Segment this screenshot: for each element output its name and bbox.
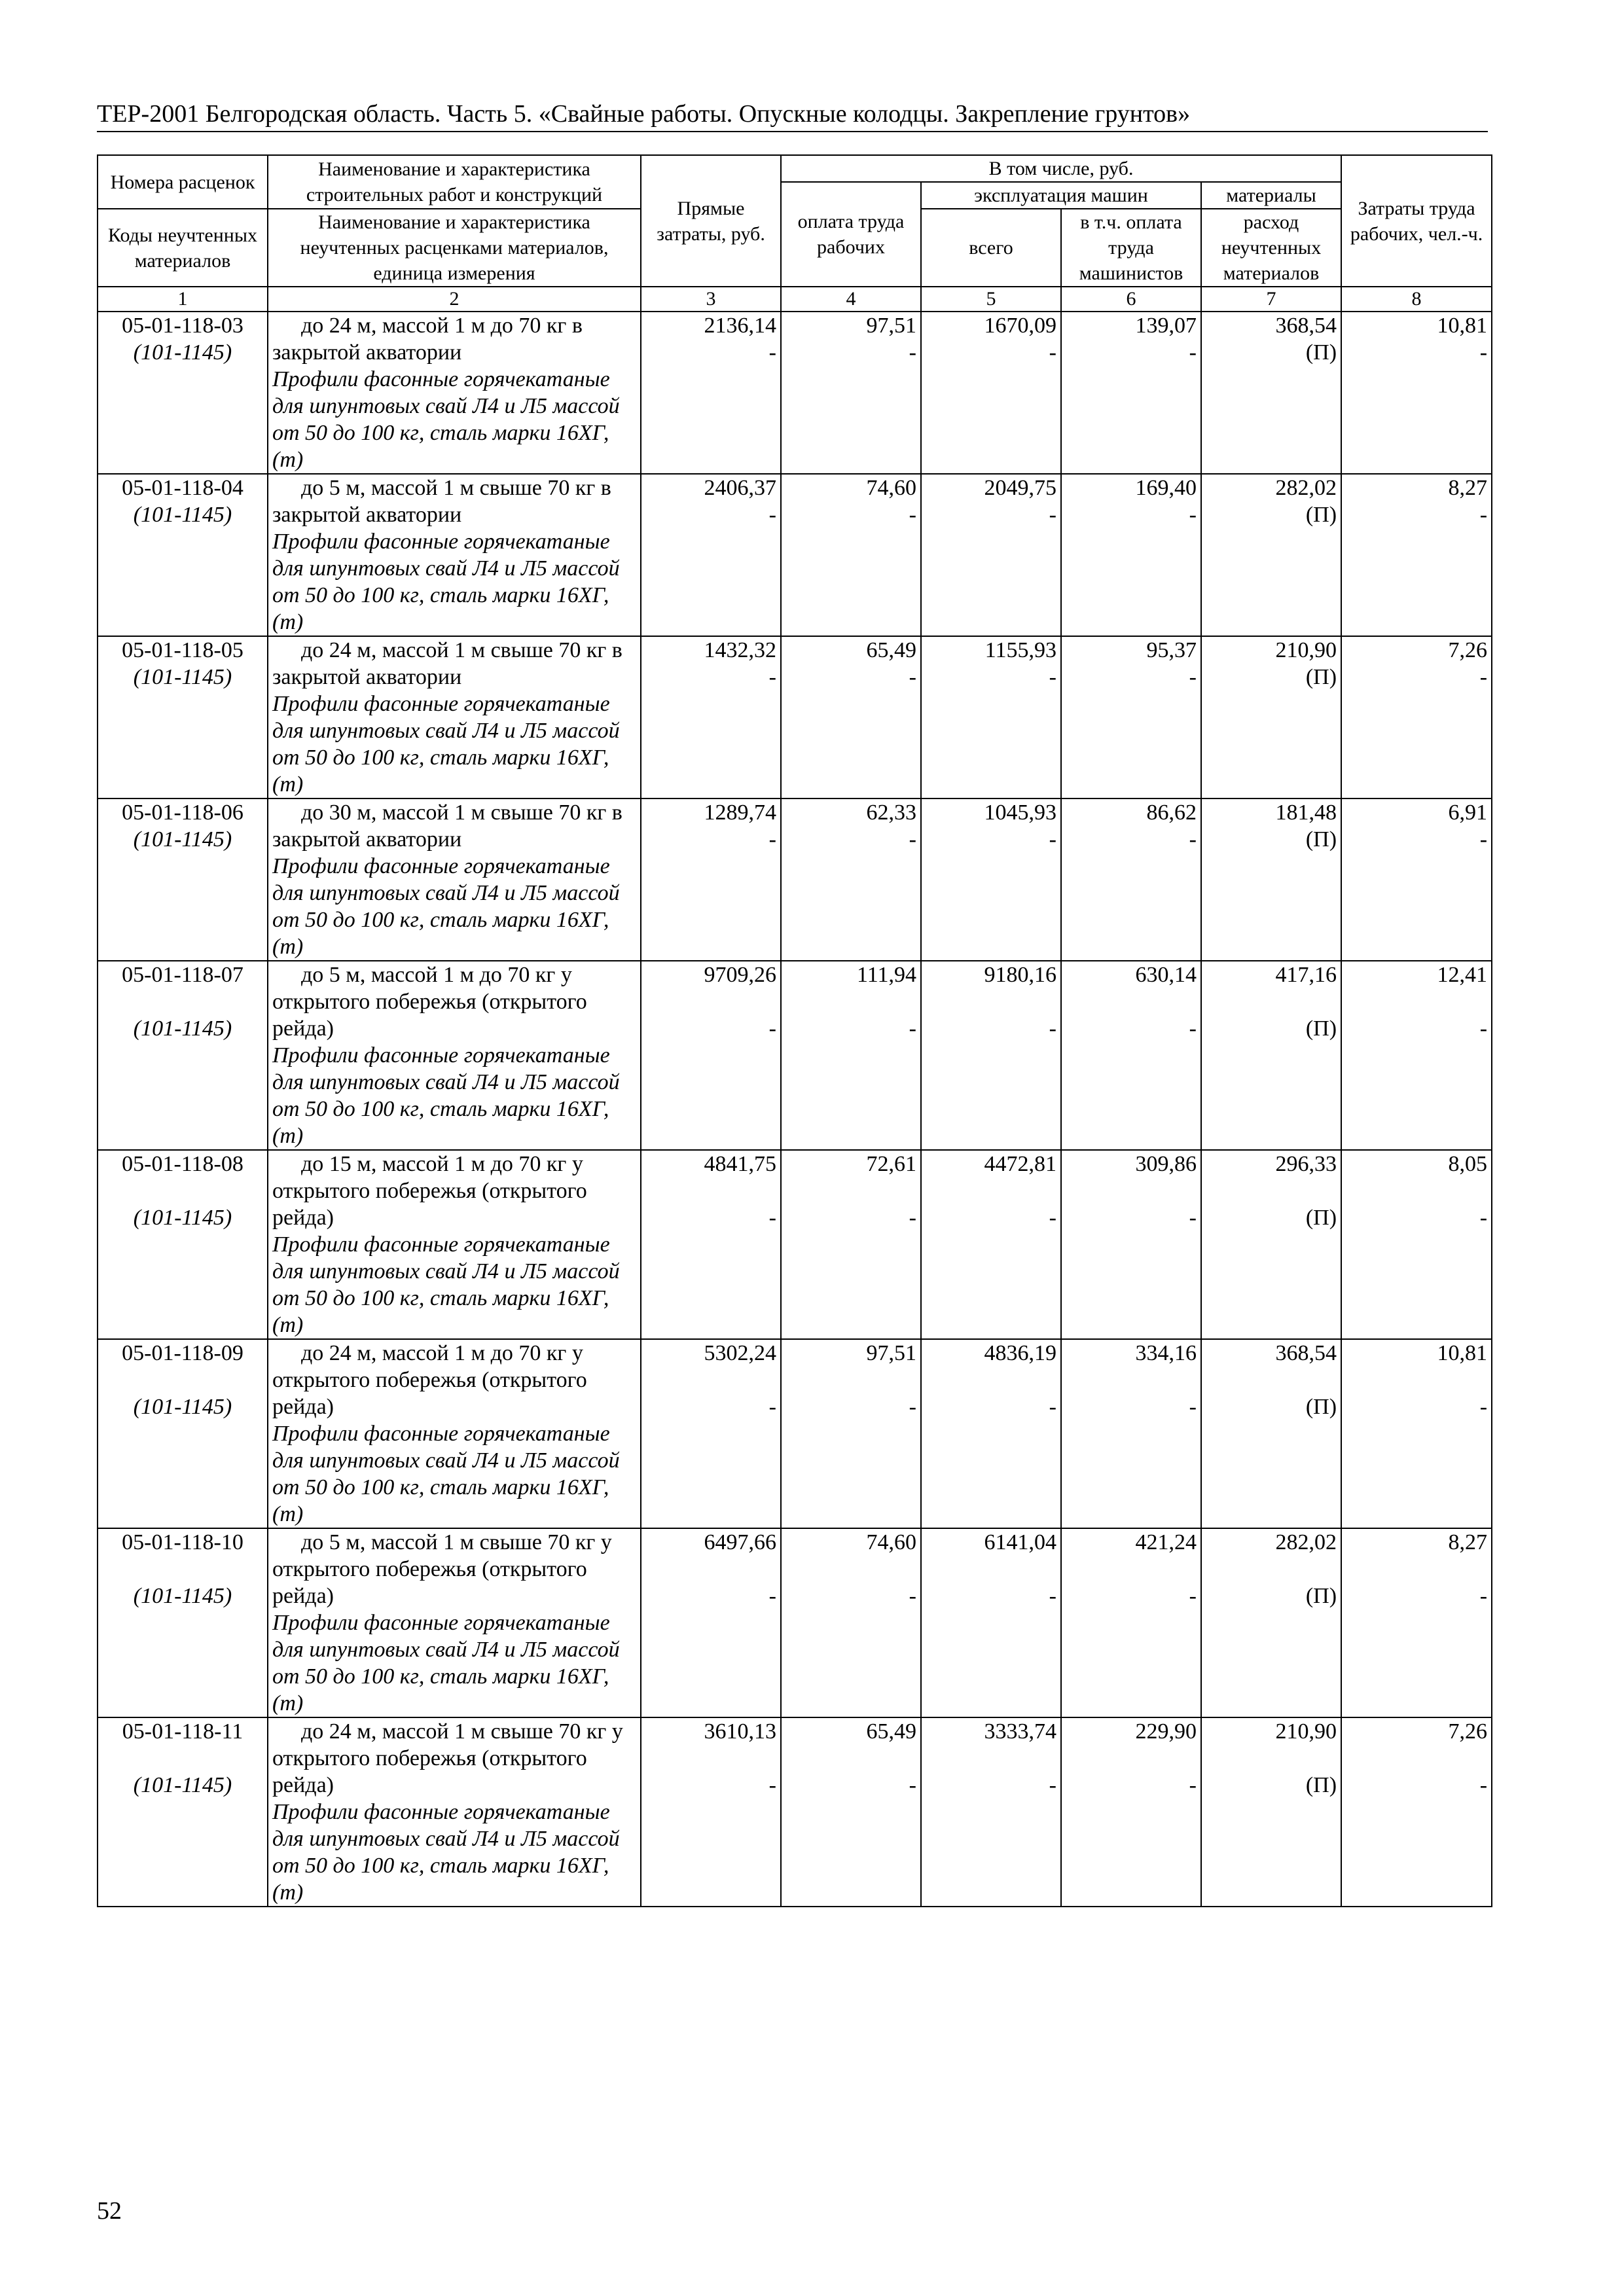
direct-cost-value: 6497,66 bbox=[704, 1530, 776, 1554]
machinists-pay-material-value: - bbox=[1189, 1773, 1197, 1797]
direct-cost-value: 2406,37 bbox=[704, 476, 776, 500]
table-row bbox=[98, 1150, 1492, 1339]
column-numbers-row bbox=[98, 287, 1492, 312]
direct-cost-value: 9709,26 bbox=[704, 963, 776, 987]
machines-total-cell bbox=[921, 312, 1061, 474]
labor-pay-value: 111,94 bbox=[857, 963, 916, 987]
labor-pay-value: 65,49 bbox=[866, 638, 916, 662]
direct-cost-material-value: - bbox=[768, 1584, 776, 1608]
direct-cost-value: 5302,24 bbox=[704, 1341, 776, 1365]
rate-code: 05-01-118-09 bbox=[122, 1341, 244, 1365]
column-number: 3 bbox=[641, 287, 781, 312]
material-name: Профили фасонные горячекатаные для шпунтовых свай Л4 и Л5 массой от 50 до 100 кг, сталь марки 16ХГ, (т) bbox=[272, 692, 620, 797]
rate-code-cell bbox=[98, 798, 268, 961]
materials-cost-cell bbox=[1201, 1150, 1341, 1339]
labor-cost-material-value: - bbox=[1479, 665, 1488, 689]
machinists-pay-value: 95,37 bbox=[1146, 638, 1197, 662]
table-row bbox=[98, 1528, 1492, 1717]
machines-total-material-value: - bbox=[1049, 665, 1056, 689]
machinists-pay-cell bbox=[1061, 961, 1201, 1150]
labor-pay-value: 97,51 bbox=[866, 1341, 916, 1365]
labor-cost-material-value: - bbox=[1479, 1206, 1488, 1230]
header-direct-costs: Прямые затраты, руб. bbox=[641, 155, 781, 287]
machinists-pay-material-value: - bbox=[1189, 340, 1197, 365]
materials-cost-value: 210,90 bbox=[1275, 638, 1337, 662]
labor-cost-value: 12,41 bbox=[1437, 963, 1488, 987]
labor-pay-material-value: - bbox=[909, 1206, 916, 1230]
table-row bbox=[98, 312, 1492, 474]
name-cell bbox=[268, 1528, 641, 1717]
machines-total-material-value: - bbox=[1049, 1206, 1056, 1230]
material-code: (101-1145) bbox=[133, 503, 232, 527]
machines-total-value: 3333,74 bbox=[984, 1719, 1056, 1744]
labor-pay-material-value: - bbox=[909, 665, 916, 689]
labor-cost-cell bbox=[1341, 961, 1492, 1150]
header-labor-cost: Затраты труда рабочих, чел.-ч. bbox=[1341, 155, 1492, 287]
machinists-pay-cell bbox=[1061, 474, 1201, 636]
machines-total-value: 2049,75 bbox=[984, 476, 1056, 500]
machines-total-cell bbox=[921, 961, 1061, 1150]
material-name: Профили фасонные горячекатаные для шпунтовых свай Л4 и Л5 массой от 50 до 100 кг, сталь марки 16ХГ, (т) bbox=[272, 1232, 620, 1337]
materials-cost-cell bbox=[1201, 1717, 1341, 1907]
direct-cost-material-value: - bbox=[768, 1773, 776, 1797]
machines-total-value: 1045,93 bbox=[984, 800, 1056, 825]
machinists-pay-material-value: - bbox=[1189, 1016, 1197, 1041]
name-cell bbox=[268, 312, 641, 474]
machines-total-cell bbox=[921, 636, 1061, 798]
machinists-pay-value: 229,90 bbox=[1135, 1719, 1197, 1744]
labor-cost-cell bbox=[1341, 474, 1492, 636]
column-number: 8 bbox=[1341, 287, 1492, 312]
header-labor-pay: оплата труда рабочих bbox=[781, 182, 921, 287]
machines-total-cell bbox=[921, 798, 1061, 961]
page-number: 52 bbox=[97, 2197, 122, 2225]
rates-table bbox=[97, 154, 1492, 1907]
materials-cost-value: 282,02 bbox=[1275, 1530, 1337, 1554]
machines-total-cell bbox=[921, 1717, 1061, 1907]
labor-cost-cell bbox=[1341, 1528, 1492, 1717]
materials-cost-cell bbox=[1201, 474, 1341, 636]
machinists-pay-cell bbox=[1061, 636, 1201, 798]
labor-pay-cell bbox=[781, 636, 921, 798]
material-name: Профили фасонные горячекатаные для шпунтовых свай Л4 и Л5 массой от 50 до 100 кг, сталь марки 16ХГ, (т) bbox=[272, 1800, 620, 1905]
machinists-pay-material-value: - bbox=[1189, 503, 1197, 527]
labor-pay-material-value: - bbox=[909, 1395, 916, 1419]
machinists-pay-cell bbox=[1061, 1150, 1201, 1339]
materials-cost-material-value: (П) bbox=[1305, 1773, 1337, 1797]
labor-cost-cell bbox=[1341, 1150, 1492, 1339]
work-name: до 24 м, массой 1 м до 70 кг у открытого побережья (открытого рейда) bbox=[272, 1341, 587, 1419]
work-name: до 24 м, массой 1 м до 70 кг в закрытой акватории bbox=[272, 314, 583, 365]
machines-total-value: 9180,16 bbox=[984, 963, 1056, 987]
header-material-codes: Коды неучтенных материалов bbox=[98, 209, 268, 287]
rate-code: 05-01-118-08 bbox=[122, 1152, 244, 1176]
direct-cost-cell bbox=[641, 474, 781, 636]
labor-cost-value: 8,27 bbox=[1448, 1530, 1488, 1554]
labor-pay-material-value: - bbox=[909, 503, 916, 527]
material-code: (101-1145) bbox=[133, 827, 232, 852]
labor-cost-cell bbox=[1341, 636, 1492, 798]
labor-cost-value: 7,26 bbox=[1448, 638, 1488, 662]
rate-code-cell bbox=[98, 1717, 268, 1907]
labor-pay-cell bbox=[781, 1150, 921, 1339]
header-machines-total: всего bbox=[921, 209, 1061, 287]
machinists-pay-material-value: - bbox=[1189, 827, 1197, 852]
rate-code: 05-01-118-05 bbox=[122, 638, 244, 662]
rate-code: 05-01-118-10 bbox=[122, 1530, 244, 1554]
table-row bbox=[98, 636, 1492, 798]
machines-total-value: 4472,81 bbox=[984, 1152, 1056, 1176]
labor-cost-cell bbox=[1341, 1717, 1492, 1907]
labor-pay-value: 74,60 bbox=[866, 1530, 916, 1554]
material-code: (101-1145) bbox=[133, 1773, 232, 1797]
labor-cost-value: 10,81 bbox=[1437, 1341, 1488, 1365]
name-cell bbox=[268, 961, 641, 1150]
labor-pay-cell bbox=[781, 798, 921, 961]
machinists-pay-cell bbox=[1061, 798, 1201, 961]
labor-pay-material-value: - bbox=[909, 1584, 916, 1608]
rate-code-cell bbox=[98, 1339, 268, 1528]
materials-cost-cell bbox=[1201, 1339, 1341, 1528]
direct-cost-material-value: - bbox=[768, 665, 776, 689]
labor-cost-value: 7,26 bbox=[1448, 1719, 1488, 1744]
labor-pay-cell bbox=[781, 312, 921, 474]
direct-cost-material-value: - bbox=[768, 1206, 776, 1230]
materials-cost-value: 368,54 bbox=[1275, 1341, 1337, 1365]
materials-cost-value: 282,02 bbox=[1275, 476, 1337, 500]
machinists-pay-value: 421,24 bbox=[1135, 1530, 1197, 1554]
header-work-name: Наименование и характеристика строительных работ и конструкций bbox=[268, 155, 641, 209]
machinists-pay-material-value: - bbox=[1189, 1584, 1197, 1608]
material-code: (101-1145) bbox=[133, 340, 232, 365]
machines-total-value: 4836,19 bbox=[984, 1341, 1056, 1365]
labor-pay-cell bbox=[781, 474, 921, 636]
materials-cost-material-value: (П) bbox=[1305, 1584, 1337, 1608]
name-cell bbox=[268, 1717, 641, 1907]
labor-cost-material-value: - bbox=[1479, 503, 1488, 527]
direct-cost-value: 1432,32 bbox=[704, 638, 776, 662]
machinists-pay-value: 630,14 bbox=[1135, 963, 1197, 987]
machines-total-material-value: - bbox=[1049, 1584, 1056, 1608]
table-row bbox=[98, 1717, 1492, 1907]
direct-cost-value: 3610,13 bbox=[704, 1719, 776, 1744]
labor-pay-material-value: - bbox=[909, 1016, 916, 1041]
direct-cost-material-value: - bbox=[768, 1016, 776, 1041]
machinists-pay-material-value: - bbox=[1189, 1206, 1197, 1230]
materials-cost-cell bbox=[1201, 1528, 1341, 1717]
labor-cost-material-value: - bbox=[1479, 1584, 1488, 1608]
materials-cost-value: 296,33 bbox=[1275, 1152, 1337, 1176]
labor-pay-cell bbox=[781, 1717, 921, 1907]
material-code: (101-1145) bbox=[133, 1016, 232, 1041]
table-row bbox=[98, 474, 1492, 636]
labor-cost-material-value: - bbox=[1479, 340, 1488, 365]
material-code: (101-1145) bbox=[133, 665, 232, 689]
labor-pay-material-value: - bbox=[909, 1773, 916, 1797]
header-including: В том числе, руб. bbox=[781, 155, 1341, 182]
page-title: ТЕР-2001 Белгородская область. Часть 5. «Свайные работы. Опускные колодцы. Закрепление грунтов» bbox=[97, 98, 1488, 132]
materials-cost-value: 181,48 bbox=[1275, 800, 1337, 825]
work-name: до 24 м, массой 1 м свыше 70 кг у открытого побережья (открытого рейда) bbox=[272, 1719, 623, 1797]
name-cell bbox=[268, 1339, 641, 1528]
machinists-pay-value: 169,40 bbox=[1135, 476, 1197, 500]
rate-code-cell bbox=[98, 1528, 268, 1717]
machines-total-material-value: - bbox=[1049, 827, 1056, 852]
table-row bbox=[98, 1339, 1492, 1528]
rate-code: 05-01-118-06 bbox=[122, 800, 244, 825]
labor-cost-material-value: - bbox=[1479, 1395, 1488, 1419]
machines-total-cell bbox=[921, 474, 1061, 636]
materials-cost-material-value: (П) bbox=[1305, 827, 1337, 852]
material-name: Профили фасонные горячекатаные для шпунтовых свай Л4 и Л5 массой от 50 до 100 кг, сталь марки 16ХГ, (т) bbox=[272, 1422, 620, 1526]
direct-cost-cell bbox=[641, 636, 781, 798]
labor-pay-material-value: - bbox=[909, 827, 916, 852]
machines-total-material-value: - bbox=[1049, 503, 1056, 527]
materials-cost-material-value: (П) bbox=[1305, 340, 1337, 365]
name-cell bbox=[268, 798, 641, 961]
machinists-pay-value: 139,07 bbox=[1135, 314, 1197, 338]
work-name: до 5 м, массой 1 м до 70 кг у открытого побережья (открытого рейда) bbox=[272, 963, 587, 1041]
header-materials-group: материалы bbox=[1201, 182, 1341, 209]
direct-cost-material-value: - bbox=[768, 340, 776, 365]
machines-total-material-value: - bbox=[1049, 1773, 1056, 1797]
materials-cost-cell bbox=[1201, 312, 1341, 474]
labor-cost-cell bbox=[1341, 312, 1492, 474]
direct-cost-cell bbox=[641, 312, 781, 474]
table-header bbox=[98, 155, 1492, 312]
materials-cost-cell bbox=[1201, 798, 1341, 961]
header-machines: эксплуатация машин bbox=[921, 182, 1201, 209]
materials-cost-material-value: (П) bbox=[1305, 1016, 1337, 1041]
labor-pay-cell bbox=[781, 1339, 921, 1528]
labor-cost-value: 6,91 bbox=[1448, 800, 1488, 825]
rate-code: 05-01-118-11 bbox=[122, 1719, 244, 1744]
labor-pay-value: 97,51 bbox=[866, 314, 916, 338]
material-name: Профили фасонные горячекатаные для шпунтовых свай Л4 и Л5 массой от 50 до 100 кг, сталь марки 16ХГ, (т) bbox=[272, 529, 620, 634]
direct-cost-cell bbox=[641, 961, 781, 1150]
rate-code: 05-01-118-04 bbox=[122, 476, 244, 500]
table-row bbox=[98, 961, 1492, 1150]
machines-total-value: 1670,09 bbox=[984, 314, 1056, 338]
direct-cost-value: 1289,74 bbox=[704, 800, 776, 825]
rate-code-cell bbox=[98, 1150, 268, 1339]
machinists-pay-cell bbox=[1061, 1528, 1201, 1717]
machinists-pay-value: 334,16 bbox=[1135, 1341, 1197, 1365]
column-number: 1 bbox=[98, 287, 268, 312]
work-name: до 5 м, массой 1 м свыше 70 кг у открытого побережья (открытого рейда) bbox=[272, 1530, 612, 1608]
materials-cost-material-value: (П) bbox=[1305, 665, 1337, 689]
labor-cost-value: 8,05 bbox=[1448, 1152, 1488, 1176]
work-name: до 24 м, массой 1 м свыше 70 кг в закрытой акватории bbox=[272, 638, 623, 689]
materials-cost-value: 368,54 bbox=[1275, 314, 1337, 338]
name-cell bbox=[268, 474, 641, 636]
rate-code-cell bbox=[98, 636, 268, 798]
machinists-pay-cell bbox=[1061, 1717, 1201, 1907]
direct-cost-cell bbox=[641, 1150, 781, 1339]
rate-code-cell bbox=[98, 961, 268, 1150]
direct-cost-cell bbox=[641, 1528, 781, 1717]
labor-pay-value: 72,61 bbox=[866, 1152, 916, 1176]
machines-total-cell bbox=[921, 1528, 1061, 1717]
header-rate-numbers: Номера расценок bbox=[98, 155, 268, 209]
machinists-pay-cell bbox=[1061, 1339, 1201, 1528]
direct-cost-material-value: - bbox=[768, 827, 776, 852]
machines-total-material-value: - bbox=[1049, 340, 1056, 365]
labor-cost-value: 10,81 bbox=[1437, 314, 1488, 338]
material-name: Профили фасонные горячекатаные для шпунтовых свай Л4 и Л5 массой от 50 до 100 кг, сталь марки 16ХГ, (т) bbox=[272, 1043, 620, 1148]
column-number: 5 bbox=[921, 287, 1061, 312]
rate-code-cell bbox=[98, 312, 268, 474]
labor-pay-cell bbox=[781, 1528, 921, 1717]
rate-code: 05-01-118-03 bbox=[122, 314, 244, 338]
machines-total-value: 6141,04 bbox=[984, 1530, 1056, 1554]
table-row bbox=[98, 798, 1492, 961]
column-number: 2 bbox=[268, 287, 641, 312]
direct-cost-value: 4841,75 bbox=[704, 1152, 776, 1176]
column-number: 4 bbox=[781, 287, 921, 312]
header-materials-use: расход неучтенных материалов bbox=[1201, 209, 1341, 287]
material-code: (101-1145) bbox=[133, 1206, 232, 1230]
work-name: до 5 м, массой 1 м свыше 70 кг в закрытой акватории bbox=[272, 476, 611, 527]
work-name: до 15 м, массой 1 м до 70 кг у открытого побережья (открытого рейда) bbox=[272, 1152, 587, 1230]
column-number: 7 bbox=[1201, 287, 1341, 312]
labor-cost-value: 8,27 bbox=[1448, 476, 1488, 500]
labor-cost-material-value: - bbox=[1479, 827, 1488, 852]
machinists-pay-value: 309,86 bbox=[1135, 1152, 1197, 1176]
work-name: до 30 м, массой 1 м свыше 70 кг в закрытой акватории bbox=[272, 800, 623, 852]
column-number: 6 bbox=[1061, 287, 1201, 312]
labor-pay-material-value: - bbox=[909, 340, 916, 365]
labor-pay-cell bbox=[781, 961, 921, 1150]
machines-total-value: 1155,93 bbox=[984, 638, 1056, 662]
materials-cost-material-value: (П) bbox=[1305, 503, 1337, 527]
materials-cost-value: 210,90 bbox=[1275, 1719, 1337, 1744]
direct-cost-material-value: - bbox=[768, 503, 776, 527]
material-name: Профили фасонные горячекатаные для шпунтовых свай Л4 и Л5 массой от 50 до 100 кг, сталь марки 16ХГ, (т) bbox=[272, 367, 620, 472]
labor-pay-value: 65,49 bbox=[866, 1719, 916, 1744]
material-code: (101-1145) bbox=[133, 1395, 232, 1419]
machines-total-cell bbox=[921, 1339, 1061, 1528]
materials-cost-material-value: (П) bbox=[1305, 1395, 1337, 1419]
rate-code: 05-01-118-07 bbox=[122, 963, 244, 987]
machinists-pay-cell bbox=[1061, 312, 1201, 474]
materials-cost-cell bbox=[1201, 636, 1341, 798]
name-cell bbox=[268, 636, 641, 798]
machinists-pay-material-value: - bbox=[1189, 1395, 1197, 1419]
header-material-name: Наименование и характеристика неучтенных расценками материалов, единица измерения bbox=[268, 209, 641, 287]
labor-pay-value: 74,60 bbox=[866, 476, 916, 500]
header-machinists-pay: в т.ч. оплата труда машинистов bbox=[1061, 209, 1201, 287]
material-name: Профили фасонные горячекатаные для шпунтовых свай Л4 и Л5 массой от 50 до 100 кг, сталь марки 16ХГ, (т) bbox=[272, 1611, 620, 1715]
labor-pay-value: 62,33 bbox=[866, 800, 916, 825]
material-name: Профили фасонные горячекатаные для шпунтовых свай Л4 и Л5 массой от 50 до 100 кг, сталь марки 16ХГ, (т) bbox=[272, 854, 620, 959]
labor-cost-material-value: - bbox=[1479, 1016, 1488, 1041]
machinists-pay-material-value: - bbox=[1189, 665, 1197, 689]
labor-cost-material-value: - bbox=[1479, 1773, 1488, 1797]
labor-cost-cell bbox=[1341, 1339, 1492, 1528]
direct-cost-value: 2136,14 bbox=[704, 314, 776, 338]
direct-cost-cell bbox=[641, 1717, 781, 1907]
direct-cost-cell bbox=[641, 1339, 781, 1528]
materials-cost-cell bbox=[1201, 961, 1341, 1150]
machinists-pay-value: 86,62 bbox=[1146, 800, 1197, 825]
name-cell bbox=[268, 1150, 641, 1339]
machines-total-material-value: - bbox=[1049, 1395, 1056, 1419]
direct-cost-material-value: - bbox=[768, 1395, 776, 1419]
direct-cost-cell bbox=[641, 798, 781, 961]
materials-cost-value: 417,16 bbox=[1275, 963, 1337, 987]
labor-cost-cell bbox=[1341, 798, 1492, 961]
rate-code-cell bbox=[98, 474, 268, 636]
machines-total-material-value: - bbox=[1049, 1016, 1056, 1041]
material-code: (101-1145) bbox=[133, 1584, 232, 1608]
materials-cost-material-value: (П) bbox=[1305, 1206, 1337, 1230]
machines-total-cell bbox=[921, 1150, 1061, 1339]
table-body bbox=[98, 312, 1492, 1907]
